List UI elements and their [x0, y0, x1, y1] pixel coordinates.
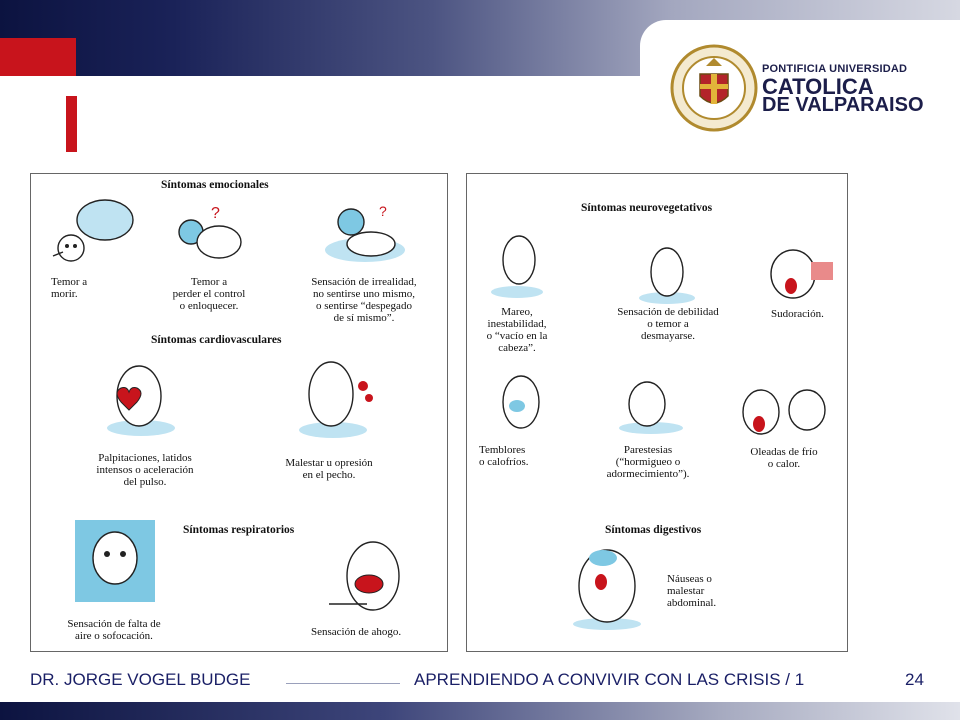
- symptom-caption: Sensación de ahogo.: [311, 626, 402, 638]
- section-title-digestive: Síntomas digestivos: [605, 524, 702, 536]
- red-accent-tab: [0, 38, 76, 76]
- choking-figure-icon: [327, 532, 417, 618]
- fear-losing-control-figure-icon: [171, 204, 251, 268]
- symptom-caption: Náuseas o malestar abdominal.: [667, 573, 717, 609]
- symptom-caption: Temor a morir.: [51, 276, 88, 300]
- footer-author: DR. JORGE VOGEL BUDGE: [30, 670, 251, 689]
- fear-of-dying-figure-icon: [45, 198, 135, 268]
- symptom-caption: Sensación de falta de aire o sofocación.: [67, 618, 161, 642]
- symptom-caption: Malestar u opresión en el pecho.: [285, 457, 373, 481]
- university-name-line1: PONTIFICIA UNIVERSIDAD: [762, 63, 908, 75]
- footer-divider: [286, 683, 400, 684]
- bottom-banner: [0, 702, 960, 720]
- svg-text:?: ?: [379, 203, 387, 219]
- sweating-figure-icon: [763, 244, 837, 304]
- section-title-cardiovascular: Síntomas cardiovasculares: [151, 334, 282, 346]
- tremors-figure-icon: [487, 372, 557, 434]
- svg-text:?: ?: [211, 205, 220, 222]
- symptom-caption: Sensación de irrealidad, no sentirse uno mismo, o sentirse “despegado de sí mismo”.: [311, 276, 417, 324]
- unreality-figure-icon: [321, 200, 411, 266]
- section-title-respiratory: Síntomas respiratorios: [183, 524, 295, 536]
- red-accent-mark: [66, 96, 77, 152]
- symptom-caption: Temor a perder el control o enloquecer.: [172, 276, 246, 312]
- weakness-figure-icon: [633, 244, 703, 306]
- university-name-line2: CATOLICA: [762, 74, 874, 99]
- symptom-caption: Temblores o calofríos.: [479, 444, 529, 468]
- symptoms-panel-left: [30, 173, 448, 652]
- palpitations-figure-icon: [91, 356, 191, 440]
- section-title-neurovegetative: Síntomas neurovegetativos: [581, 202, 713, 214]
- paresthesia-figure-icon: [613, 374, 689, 436]
- symptoms-panel-right: [466, 173, 848, 652]
- university-name-line3: DE VALPARAISO: [762, 94, 924, 116]
- dizziness-figure-icon: [483, 232, 553, 300]
- page-number: 24: [905, 670, 924, 689]
- footer-course-title: APRENDIENDO A CONVIVIR CON LAS CRISIS / 1: [414, 670, 805, 689]
- symptom-caption: Palpitaciones, latidos intensos o aceleración del pulso.: [96, 452, 194, 488]
- symptom-caption: Oleadas de frío o calor.: [750, 446, 818, 470]
- symptom-caption: Sudoración.: [771, 308, 824, 320]
- nausea-figure-icon: [567, 542, 647, 632]
- hot-cold-flashes-figure-icon: [737, 384, 833, 440]
- symptom-caption: Parestesias (“hormigueo o adormecimiento”).: [606, 444, 690, 480]
- university-seal-icon: [670, 44, 758, 132]
- symptom-caption: Mareo, inestabilidad, o “vacío en la cabeza”.: [486, 306, 548, 354]
- air-hunger-figure-icon: [73, 518, 157, 604]
- symptom-caption: Sensación de debilidad o temor a desmayarse.: [617, 306, 719, 342]
- chest-pressure-figure-icon: [287, 352, 387, 442]
- section-title-emotional: Síntomas emocionales: [161, 179, 269, 191]
